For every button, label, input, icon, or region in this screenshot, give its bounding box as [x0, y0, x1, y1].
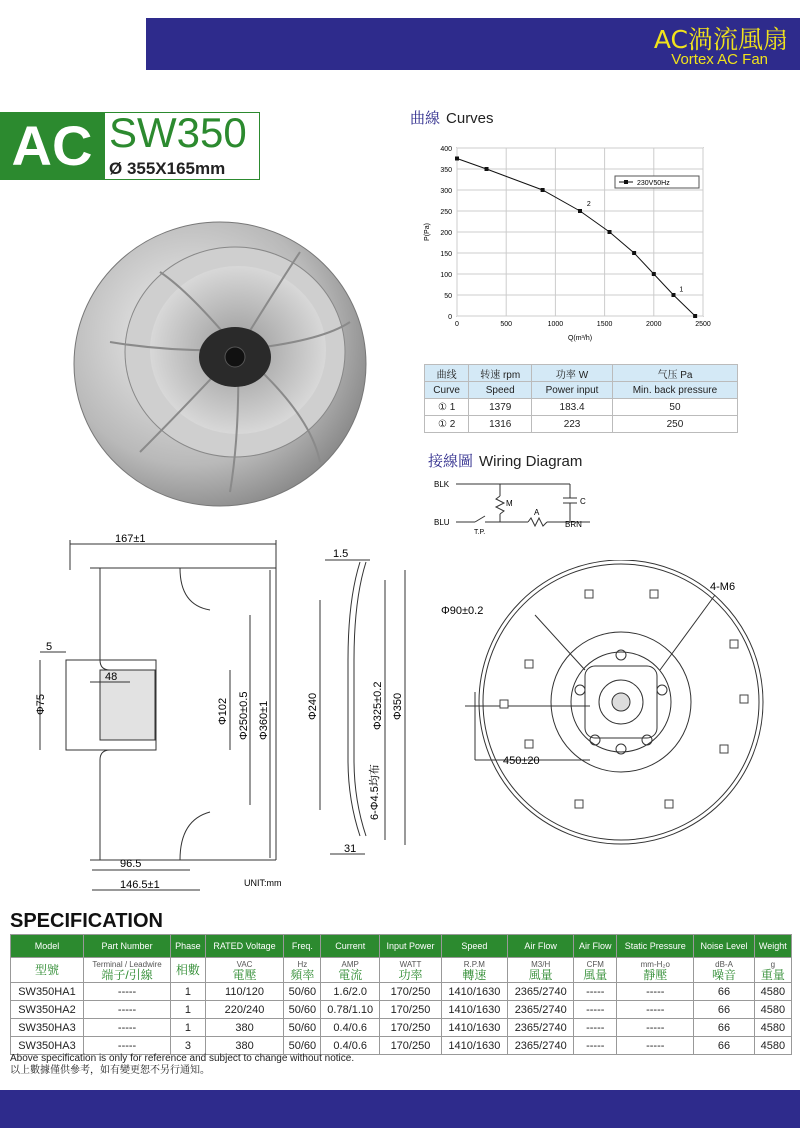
table-row — [11, 983, 792, 1001]
spec-cell: 66 — [694, 1001, 754, 1019]
curves-title — [410, 107, 494, 128]
spec-header-zh: 轉速 — [462, 968, 487, 982]
x-tick-label: 500 — [500, 321, 513, 328]
spec-unit: VAC — [236, 960, 253, 969]
spec-cell: ----- — [574, 1037, 617, 1055]
header-title-en: Vortex AC Fan — [671, 51, 768, 68]
footer-banner — [0, 1090, 800, 1128]
spec-cell: 220/240 — [205, 1001, 284, 1019]
spec-header-cell: Speed — [441, 935, 507, 958]
y-tick-label: 100 — [440, 272, 452, 279]
spec-cell: ----- — [83, 983, 170, 1001]
x-tick-label: 1500 — [596, 321, 613, 328]
spec-cell: 1 — [171, 1001, 205, 1019]
wiring-label-a: A — [534, 508, 540, 517]
spec-cell: 1410/1630 — [441, 1019, 507, 1037]
legend-label: 230V50Hz — [637, 180, 670, 187]
wiring-diagram — [430, 472, 610, 538]
fan-product-image — [70, 212, 376, 512]
spec-cell: 2365/2740 — [508, 983, 574, 1001]
spec-cell: 50/60 — [284, 983, 321, 1001]
dim-1-5: 1.5 — [333, 548, 349, 560]
spec-cell: 2365/2740 — [508, 1001, 574, 1019]
spec-cell: SW350HA2 — [11, 1001, 84, 1019]
spec-cell: SW350HA3 — [11, 1037, 84, 1055]
wiring-label-m: M — [506, 499, 513, 508]
performance-chart — [415, 138, 735, 353]
spec-subheader-cell — [83, 958, 170, 983]
table-row — [11, 1019, 792, 1037]
spec-cell: ----- — [83, 1001, 170, 1019]
spec-unit: WATT — [399, 960, 422, 969]
model-box — [104, 109, 260, 180]
spec-subheader-cell — [441, 958, 507, 983]
spec-unit: g — [770, 960, 776, 969]
spec-cell: 0.4/0.6 — [321, 1019, 380, 1037]
spec-subheader-cell — [754, 958, 791, 983]
spec-unit: AMP — [341, 960, 359, 969]
cell: ① 2 — [425, 416, 469, 433]
spec-unit: CFM — [586, 960, 604, 969]
data-point — [693, 314, 697, 318]
spec-cell: 4580 — [754, 1001, 791, 1019]
spec-header-zh: 相數 — [175, 963, 200, 977]
spec-cell: 380 — [205, 1037, 284, 1055]
data-point — [485, 167, 489, 171]
spec-header-zh: 端子/引線 — [101, 968, 153, 982]
curve-table-header-en — [425, 382, 738, 399]
spec-table-subheader — [11, 958, 792, 983]
spec-cell: 170/250 — [380, 1001, 442, 1019]
spec-subheader-cell — [574, 958, 617, 983]
spec-header-zh: 電壓 — [232, 968, 257, 982]
spec-subheader-cell — [171, 958, 205, 983]
y-axis-label: P(Pa) — [424, 223, 431, 241]
cell: 1379 — [469, 399, 532, 416]
data-point — [455, 157, 459, 161]
spec-header-cell: Air Flow — [574, 935, 617, 958]
wiring-label-brn: BRN — [565, 520, 582, 529]
model-dimension: Ø 355X165mm — [109, 159, 226, 178]
data-point — [671, 293, 675, 297]
spec-header-cell: Current — [321, 935, 380, 958]
th-en: Min. back pressure — [612, 382, 737, 399]
front-view-drawing — [435, 560, 785, 860]
th-en: Power input — [532, 382, 613, 399]
spec-header-cell: Model — [11, 935, 84, 958]
curves-title-en: Curves — [446, 110, 494, 127]
spec-table-body — [11, 983, 792, 1055]
spec-cell: 66 — [694, 1037, 754, 1055]
spec-cell: SW350HA3 — [11, 1019, 84, 1037]
x-tick-label: 0 — [455, 321, 459, 328]
y-tick-label: 50 — [444, 293, 452, 300]
x-tick-label: 1000 — [547, 321, 564, 328]
spec-title: SPECIFICATION — [10, 910, 163, 932]
spec-header-zh: 頻率 — [290, 968, 315, 982]
spec-cell: 66 — [694, 983, 754, 1001]
th-zh: 转速 rpm — [469, 365, 532, 382]
spec-header-cell: Air Flow — [508, 935, 574, 958]
data-point — [541, 188, 545, 192]
curves-title-zh: 曲線 — [410, 110, 441, 127]
spec-table-header — [11, 935, 792, 958]
spec-unit: mm-H₂o — [640, 960, 670, 969]
y-tick-label: 400 — [440, 146, 452, 153]
header-title-zh: AC渦流風扇 — [653, 25, 788, 54]
cell: 223 — [532, 416, 613, 433]
spec-header-cell: Part Number — [83, 935, 170, 958]
th-zh: 气压 Pa — [612, 365, 737, 382]
spec-cell: 4580 — [754, 983, 791, 1001]
spec-cell: ----- — [617, 1001, 694, 1019]
y-tick-label: 350 — [440, 167, 452, 174]
spec-header-zh: 電流 — [338, 968, 363, 982]
spec-unit: M3/H — [531, 960, 551, 969]
spec-cell: 170/250 — [380, 983, 442, 1001]
header-banner — [146, 18, 800, 70]
section-view-drawing — [300, 540, 430, 870]
spec-subheader-cell — [380, 958, 442, 983]
table-row — [11, 1001, 792, 1019]
spec-cell: 0.78/1.10 — [321, 1001, 380, 1019]
dim-5: 5 — [46, 641, 53, 653]
dim-325: Φ325±0.2 — [372, 681, 384, 730]
spec-subheader-cell — [205, 958, 284, 983]
spec-cell: 2365/2740 — [508, 1019, 574, 1037]
spec-header-cell: RATED Voltage — [205, 935, 284, 958]
spec-cell: 3 — [171, 1037, 205, 1055]
table-row — [425, 416, 738, 433]
data-point — [652, 272, 656, 276]
spec-cell: 170/250 — [380, 1037, 442, 1055]
dim-240: Φ240 — [307, 692, 319, 720]
legend-marker — [624, 180, 628, 184]
spec-note — [10, 1053, 354, 1077]
spec-header-zh: 功率 — [398, 968, 423, 982]
model-prefix: AC — [0, 112, 104, 180]
wiring-label-tp: T.P. — [474, 529, 486, 536]
spec-note-en: Above specification is only for reference and subject to change without notice. — [10, 1053, 355, 1064]
cell: 183.4 — [532, 399, 613, 416]
curve-annotation: 1 — [679, 286, 684, 294]
spec-cell: 50/60 — [284, 1037, 321, 1055]
model-name: SW350 — [109, 109, 247, 156]
spec-header-cell: Phase — [171, 935, 205, 958]
cell: ① 1 — [425, 399, 469, 416]
wiring-title-en: Wiring Diagram — [479, 453, 583, 470]
spec-cell: 4580 — [754, 1019, 791, 1037]
dim-360: Φ360±1 — [258, 700, 270, 740]
spec-header-cell: Input Power — [380, 935, 442, 958]
spec-cell: ----- — [617, 1037, 694, 1055]
y-tick-label: 300 — [440, 188, 452, 195]
x-axis-label: Q(m³/h) — [567, 335, 593, 342]
wiring-label-c: C — [580, 497, 586, 506]
dim-167: 167±1 — [115, 533, 146, 545]
spec-cell: 50/60 — [284, 1001, 321, 1019]
spec-unit: Hz — [297, 960, 308, 969]
wiring-title-zh: 接線圖 — [428, 453, 474, 470]
spec-unit: R.P.M — [463, 960, 485, 969]
spec-note-zh: 以上數據僅供參考，如有變更恕不另行通知。 — [10, 1065, 210, 1076]
spec-cell: 1.6/2.0 — [321, 983, 380, 1001]
dim-90: Φ90±0.2 — [441, 605, 484, 617]
spec-header-zh: 靜壓 — [643, 968, 668, 982]
spec-cell: 1410/1630 — [441, 1037, 507, 1055]
spec-cell: 2365/2740 — [508, 1037, 574, 1055]
spec-cell: 170/250 — [380, 1019, 442, 1037]
wiring-title — [428, 450, 582, 471]
spec-cell: ----- — [574, 983, 617, 1001]
dim-350: Φ350 — [392, 692, 404, 720]
spec-header-zh: 風量 — [583, 968, 608, 982]
y-tick-label: 250 — [440, 209, 452, 216]
spec-subheader-cell — [508, 958, 574, 983]
spec-header-zh: 噪音 — [712, 968, 737, 982]
spec-header-zh: 重量 — [760, 968, 785, 982]
spec-header-cell: Weight — [754, 935, 791, 958]
spec-unit: dB-A — [715, 960, 733, 969]
spec-subheader-cell — [694, 958, 754, 983]
spec-table — [10, 934, 792, 1055]
spec-cell: 1 — [171, 983, 205, 1001]
spec-cell: ----- — [617, 1019, 694, 1037]
cell: 250 — [612, 416, 737, 433]
th-en: Speed — [469, 382, 532, 399]
spec-header-cell: Noise Level — [694, 935, 754, 958]
x-tick-label: 2000 — [646, 321, 662, 328]
spec-header-cell: Static Pressure — [617, 935, 694, 958]
spec-header-zh: 風量 — [528, 968, 553, 982]
data-point — [608, 230, 612, 234]
dim-31: 31 — [344, 843, 357, 855]
spec-cell: 1 — [171, 1019, 205, 1037]
wiring-label-blu: BLU — [434, 518, 450, 527]
spec-subheader-cell — [11, 958, 84, 983]
th-zh: 曲线 — [425, 365, 469, 382]
spec-cell: 1410/1630 — [441, 983, 507, 1001]
dim-4-m6: 4-M6 — [710, 581, 736, 593]
spec-cell: ----- — [574, 1001, 617, 1019]
dim-48: 48 — [105, 671, 118, 683]
cell: 50 — [612, 399, 737, 416]
dim-450: 450±20 — [503, 755, 540, 767]
dim-6-holes: 6-Φ4.5均布 — [369, 764, 381, 820]
spec-header-cell: Freq. — [284, 935, 321, 958]
spec-cell: 66 — [694, 1019, 754, 1037]
spec-cell: 380 — [205, 1019, 284, 1037]
cell: 1316 — [469, 416, 532, 433]
curve-table-header-zh — [425, 365, 738, 382]
spec-cell: 1410/1630 — [441, 1001, 507, 1019]
spec-cell: 4580 — [754, 1037, 791, 1055]
table-row — [425, 399, 738, 416]
spec-cell: ----- — [574, 1019, 617, 1037]
spec-unit: Terminal / Leadwire — [92, 960, 162, 969]
spec-subheader-cell — [617, 958, 694, 983]
spec-cell: 0.4/0.6 — [321, 1037, 380, 1055]
data-point — [578, 209, 582, 213]
x-tick-label: 2500 — [695, 321, 711, 328]
dim-102: Φ102 — [217, 697, 229, 725]
data-point — [632, 251, 636, 255]
spec-subheader-cell — [284, 958, 321, 983]
spec-cell: ----- — [83, 1037, 170, 1055]
y-tick-label: 200 — [440, 230, 452, 237]
wiring-label-blk: BLK — [434, 480, 450, 489]
dim-96-5: 96.5 — [120, 858, 142, 870]
dim-250: Φ250±0.5 — [238, 691, 250, 740]
spec-cell: ----- — [83, 1019, 170, 1037]
th-en: Curve — [425, 382, 469, 399]
side-view-drawing — [0, 530, 300, 900]
dim-146-5: 146.5±1 — [120, 879, 160, 891]
spec-cell: 110/120 — [205, 983, 284, 1001]
spec-cell: ----- — [617, 983, 694, 1001]
th-zh: 功率 W — [532, 365, 613, 382]
spec-subheader-cell — [321, 958, 380, 983]
spec-cell: 50/60 — [284, 1019, 321, 1037]
y-tick-label: 0 — [448, 314, 452, 321]
unit-label: UNIT:mm — [244, 878, 282, 888]
dim-75: Φ75 — [35, 693, 47, 715]
curve-annotation: 2 — [586, 200, 591, 208]
spec-header-zh: 型號 — [34, 963, 59, 977]
y-tick-label: 150 — [440, 251, 452, 258]
spec-cell: SW350HA1 — [11, 983, 84, 1001]
curve-table — [424, 364, 738, 433]
table-row — [11, 1037, 792, 1055]
